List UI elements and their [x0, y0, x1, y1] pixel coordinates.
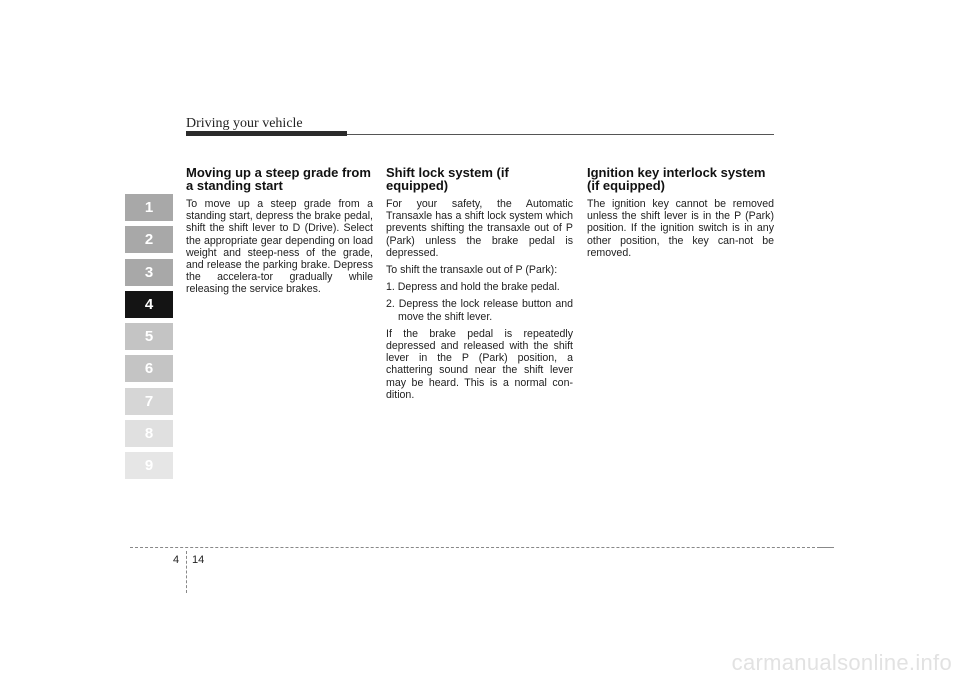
chapter-tab-8[interactable]: 8: [125, 420, 173, 447]
body-paragraph: To shift the transaxle out of P (Park):: [386, 264, 558, 277]
chapter-tabs: [125, 194, 173, 485]
page-chapter-number: 4: [173, 554, 180, 566]
chapter-tab-9[interactable]: 9: [125, 452, 173, 479]
chapter-tab-4[interactable]: 4: [125, 291, 173, 318]
page-header-title: Driving your vehicle: [186, 116, 303, 131]
chapter-tab-3[interactable]: 3: [125, 259, 173, 286]
header-bar: [186, 131, 347, 136]
chapter-tab-7[interactable]: 7: [125, 388, 173, 415]
footer-rule: [130, 547, 820, 548]
watermark: carmanualsonline.info: [731, 650, 952, 675]
body-paragraph: To move up a steep grade from a standing start, depress the brake pedal, shift the shift lever to D (Drive). Select the appropriate gear depending on load weight and steep-ness of the grade, and release the parking brake. Depress the accelera-tor gradually while releasing the service brakes.: [186, 198, 373, 296]
column-ignition-interlock: [587, 166, 774, 264]
header-rule: [347, 134, 774, 135]
section-heading: Moving up a steep grade from a standing start: [186, 165, 371, 193]
list-item: 2. Depress the lock release button and move the shift lever.: [386, 298, 573, 323]
body-paragraph: The ignition key cannot be removed unless the shift lever is in the P (Park) position. If the ignition switch is in any other position, the key can-not be removed.: [587, 198, 774, 259]
column-steep-grade: [186, 166, 373, 301]
chapter-tab-1[interactable]: 1: [125, 194, 173, 221]
list-item: 1. Depress and hold the brake pedal.: [386, 281, 560, 294]
section-heading: Shift lock system (if equipped): [386, 165, 509, 193]
page-number: 14: [192, 554, 205, 566]
body-paragraph: If the brake pedal is repeatedly depressed and released with the shift lever in the P (Park) position, a chattering sound near the shift lever may be heard. This is a normal con-dition.: [386, 327, 573, 401]
chapter-tab-6[interactable]: 6: [125, 355, 173, 382]
footer-divider: [186, 551, 187, 593]
body-paragraph: For your safety, the Automatic Transaxle has a shift lock system which prevents shifting the transaxle out of P (Park) unless the brake pedal is depressed.: [386, 198, 573, 259]
footer-rule-end: [820, 547, 834, 548]
column-shift-lock: [386, 166, 573, 406]
section-heading: Ignition key interlock system (if equipped): [587, 165, 766, 193]
chapter-tab-2[interactable]: 2: [125, 226, 173, 253]
chapter-tab-5[interactable]: 5: [125, 323, 173, 350]
